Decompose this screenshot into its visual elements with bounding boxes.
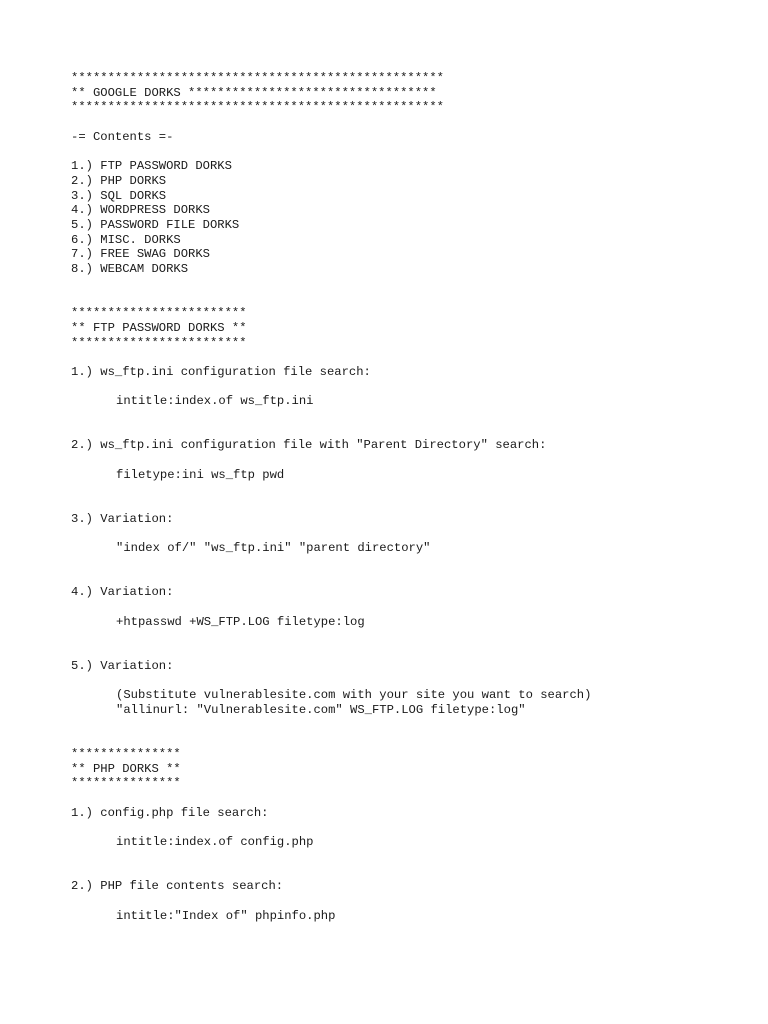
contents-item: 6.) MISC. DORKS <box>71 232 181 247</box>
banner-rule-top: *************************************************** <box>71 71 444 85</box>
contents-item: 5.) PASSWORD FILE DORKS <box>71 218 240 232</box>
blank-line <box>71 791 751 806</box>
ftp-section-rule-top: ************************ <box>71 306 247 321</box>
blank-line <box>71 145 751 160</box>
blank-line <box>71 865 751 880</box>
blank-line <box>71 527 751 542</box>
blank-line <box>71 292 751 307</box>
php-section-rule-top: *************** <box>71 747 181 762</box>
dork-query: intitle:"Index of" phpinfo.php <box>116 908 336 923</box>
ftp-section-rule-bottom: ************************ <box>71 335 247 350</box>
entry-label: 2.) ws_ftp.ini configuration file with "Parent Directory" search: <box>71 438 547 453</box>
contents-item: 3.) SQL DORKS <box>71 188 167 203</box>
entry-label: 3.) Variation: <box>71 511 174 526</box>
dork-query: intitle:index.of config.php <box>116 835 314 850</box>
contents-item: 7.) FREE SWAG DORKS <box>71 247 210 262</box>
entry-label: 4.) Variation: <box>71 585 174 600</box>
blank-line <box>71 894 751 909</box>
banner-rule-bottom: *************************************************** <box>71 100 444 115</box>
entry-label: 2.) PHP file contents search: <box>71 879 284 894</box>
php-section-title: ** PHP DORKS ** <box>71 761 181 776</box>
blank-line <box>71 571 751 586</box>
blank-line <box>71 409 751 424</box>
dork-note: (Substitute vulnerablesite.com with your site you want to search) <box>116 688 592 703</box>
blank-line <box>71 497 751 512</box>
blank-line <box>71 556 751 571</box>
blank-line <box>71 629 751 644</box>
blank-line <box>71 821 751 836</box>
ftp-section-title: ** FTP PASSWORD DORKS ** <box>71 320 247 335</box>
blank-line <box>71 380 751 395</box>
contents-item: 4.) WORDPRESS DORKS <box>71 203 210 218</box>
entry-label: 1.) ws_ftp.ini configuration file search: <box>71 364 371 379</box>
blank-line <box>71 277 751 292</box>
blank-line <box>71 115 751 130</box>
blank-line <box>71 453 751 468</box>
contents-item: 8.) WEBCAM DORKS <box>71 262 189 277</box>
blank-line <box>71 718 751 733</box>
blank-line <box>71 350 751 365</box>
blank-line <box>71 674 751 689</box>
dork-query: filetype:ini ws_ftp pwd <box>116 467 285 482</box>
dork-query: +htpasswd +WS_FTP.LOG filetype:log <box>116 614 365 629</box>
php-section-rule-bottom: *************** <box>71 776 181 791</box>
entry-label: 5.) Variation: <box>71 658 174 673</box>
blank-line <box>71 600 751 615</box>
dork-query: "index of/" "ws_ftp.ini" "parent directory" <box>116 541 431 556</box>
blank-line <box>71 483 751 498</box>
blank-line <box>71 424 751 439</box>
contents-item: 2.) PHP DORKS <box>71 173 167 188</box>
contents-heading: -= Contents =- <box>71 129 174 144</box>
dork-query: "allinurl: "Vulnerablesite.com" WS_FTP.LOG filetype:log" <box>116 702 526 717</box>
blank-line <box>71 850 751 865</box>
dork-query: intitle:index.of ws_ftp.ini <box>116 394 314 409</box>
document-page <box>71 71 751 923</box>
entry-label: 1.) config.php file search: <box>71 805 269 820</box>
banner-title: ** GOOGLE DORKS ********************************** <box>71 85 437 100</box>
contents-item: 1.) FTP PASSWORD DORKS <box>71 159 232 174</box>
blank-line <box>71 732 751 747</box>
blank-line <box>71 644 751 659</box>
